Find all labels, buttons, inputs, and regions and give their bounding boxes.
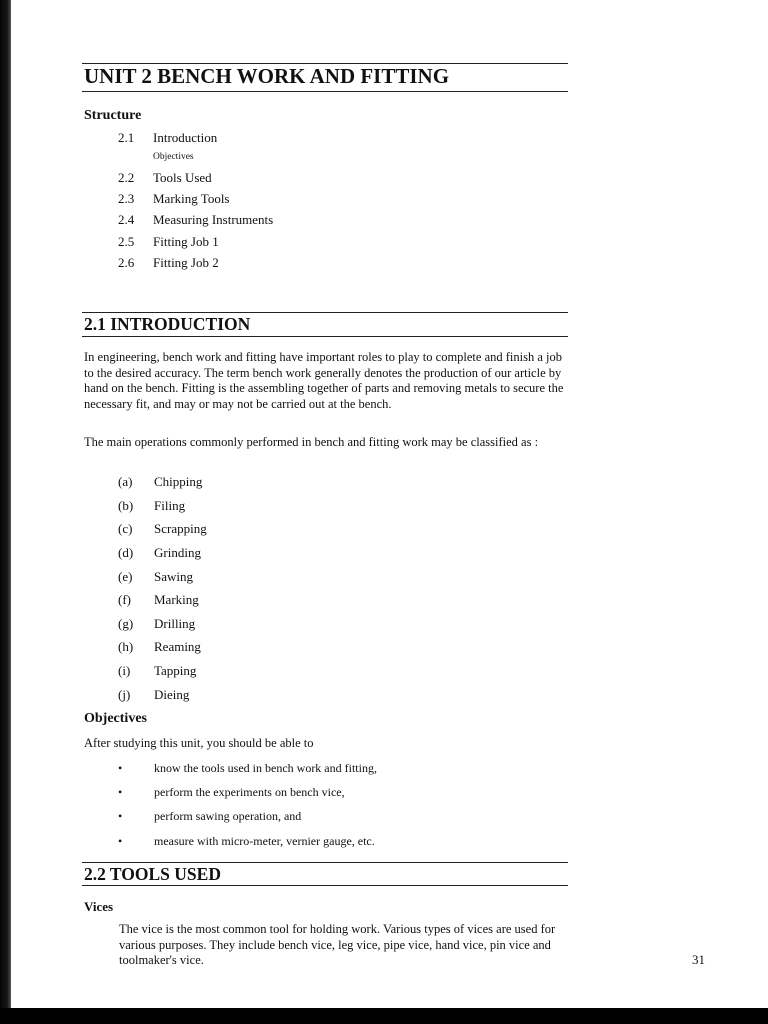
classification-paragraph: The main operations commonly performed in bench and fitting work may be classified as : xyxy=(84,435,539,449)
toc-item-2-2 xyxy=(118,170,212,186)
operation-label: Chipping xyxy=(154,474,203,489)
toc-item-2-4 xyxy=(118,212,273,228)
operation-letter: (g) xyxy=(118,616,134,631)
operation-label: Marking xyxy=(154,592,199,607)
title-bottom-rule xyxy=(82,91,568,92)
intro-heading: 2.1 INTRODUCTION xyxy=(84,314,251,334)
operation-letter: (f) xyxy=(118,592,131,607)
toc-item-2-6 xyxy=(118,255,219,271)
toc-label: Fitting Job 2 xyxy=(153,255,219,270)
operation-letter: (d) xyxy=(118,545,134,560)
tools-heading: 2.2 TOOLS USED xyxy=(84,864,221,884)
toc-label: Tools Used xyxy=(153,170,212,185)
bullet-icon: • xyxy=(118,809,123,823)
operation-item xyxy=(118,687,189,703)
objectives-lead: After studying this unit, you should be able to xyxy=(84,736,314,750)
vices-paragraph: The vice is the most common tool for holding work. Various types of vices are used for various purposes. They include bench vice, leg vice, pipe vice, hand vice, pin vice and toolmaker's vice. xyxy=(119,922,556,967)
toc-number: 2.6 xyxy=(118,255,135,270)
objective-text: measure with micro-meter, vernier gauge, etc. xyxy=(154,834,375,848)
operation-item xyxy=(118,545,201,561)
toc-number: 2.2 xyxy=(118,170,135,185)
objectives-heading: Objectives xyxy=(84,711,147,726)
objective-item xyxy=(118,785,345,800)
bullet-icon: • xyxy=(118,761,123,775)
operation-label: Reaming xyxy=(154,639,201,654)
toc-label: Introduction xyxy=(153,130,218,145)
operation-item xyxy=(118,616,195,632)
operation-item xyxy=(118,474,202,490)
objective-item xyxy=(118,761,377,776)
bullet-icon: • xyxy=(118,785,123,799)
tools-top-rule xyxy=(82,862,568,863)
operation-item xyxy=(118,592,199,608)
intro-bottom-rule xyxy=(82,336,568,337)
operation-item xyxy=(118,663,196,679)
operation-letter: (e) xyxy=(118,569,133,584)
toc-item-2-5 xyxy=(118,234,219,250)
structure-heading: Structure xyxy=(84,108,142,123)
toc-number: 2.3 xyxy=(118,191,135,206)
objective-item xyxy=(118,834,375,849)
vices-heading: Vices xyxy=(84,899,114,914)
bullet-icon: • xyxy=(118,834,123,848)
operation-label: Sawing xyxy=(154,569,193,584)
toc-number: 2.5 xyxy=(118,234,135,249)
toc-number: 2.1 xyxy=(118,130,135,145)
objective-text: know the tools used in bench work and fitting, xyxy=(154,761,377,775)
page-number: 31 xyxy=(692,952,705,967)
toc-label: Fitting Job 1 xyxy=(153,234,219,249)
operation-letter: (j) xyxy=(118,687,131,702)
operation-label: Tapping xyxy=(154,663,197,678)
operation-letter: (c) xyxy=(118,521,133,536)
intro-top-rule xyxy=(82,312,568,313)
toc-subitem-objectives: Objectives xyxy=(153,152,194,162)
toc-label: Measuring Instruments xyxy=(153,212,274,227)
tools-bottom-rule xyxy=(82,885,568,886)
operation-label: Grinding xyxy=(154,545,201,560)
toc-item-2-1 xyxy=(118,130,217,146)
operation-label: Dieing xyxy=(154,687,190,702)
operation-item xyxy=(118,639,201,655)
toc-item-2-3 xyxy=(118,191,230,207)
objective-text: perform the experiments on bench vice, xyxy=(154,785,345,799)
operation-item xyxy=(118,498,185,514)
unit-title: UNIT 2 BENCH WORK AND FITTING xyxy=(84,64,450,88)
operation-letter: (i) xyxy=(118,663,131,678)
intro-paragraph: In engineering, bench work and fitting have important roles to play to complete and finish a job to the desired accuracy. The term bench work generally denotes the production of our article by hand on the bench. Fitting is the assembling together of parts and removing metals to secure the necessary fit, and may or may not be carried out at the bench. xyxy=(84,350,564,411)
toc-number: 2.4 xyxy=(118,212,135,227)
objective-text: perform sawing operation, and xyxy=(154,809,302,823)
objective-item xyxy=(118,809,301,824)
operation-label: Filing xyxy=(154,498,186,513)
operation-label: Scrapping xyxy=(154,521,207,536)
operation-item xyxy=(118,569,193,585)
operation-label: Drilling xyxy=(154,616,196,631)
operation-letter: (a) xyxy=(118,474,133,489)
operation-letter: (h) xyxy=(118,639,134,654)
toc-label: Marking Tools xyxy=(153,191,230,206)
operation-letter: (b) xyxy=(118,498,134,513)
operation-item xyxy=(118,521,207,537)
